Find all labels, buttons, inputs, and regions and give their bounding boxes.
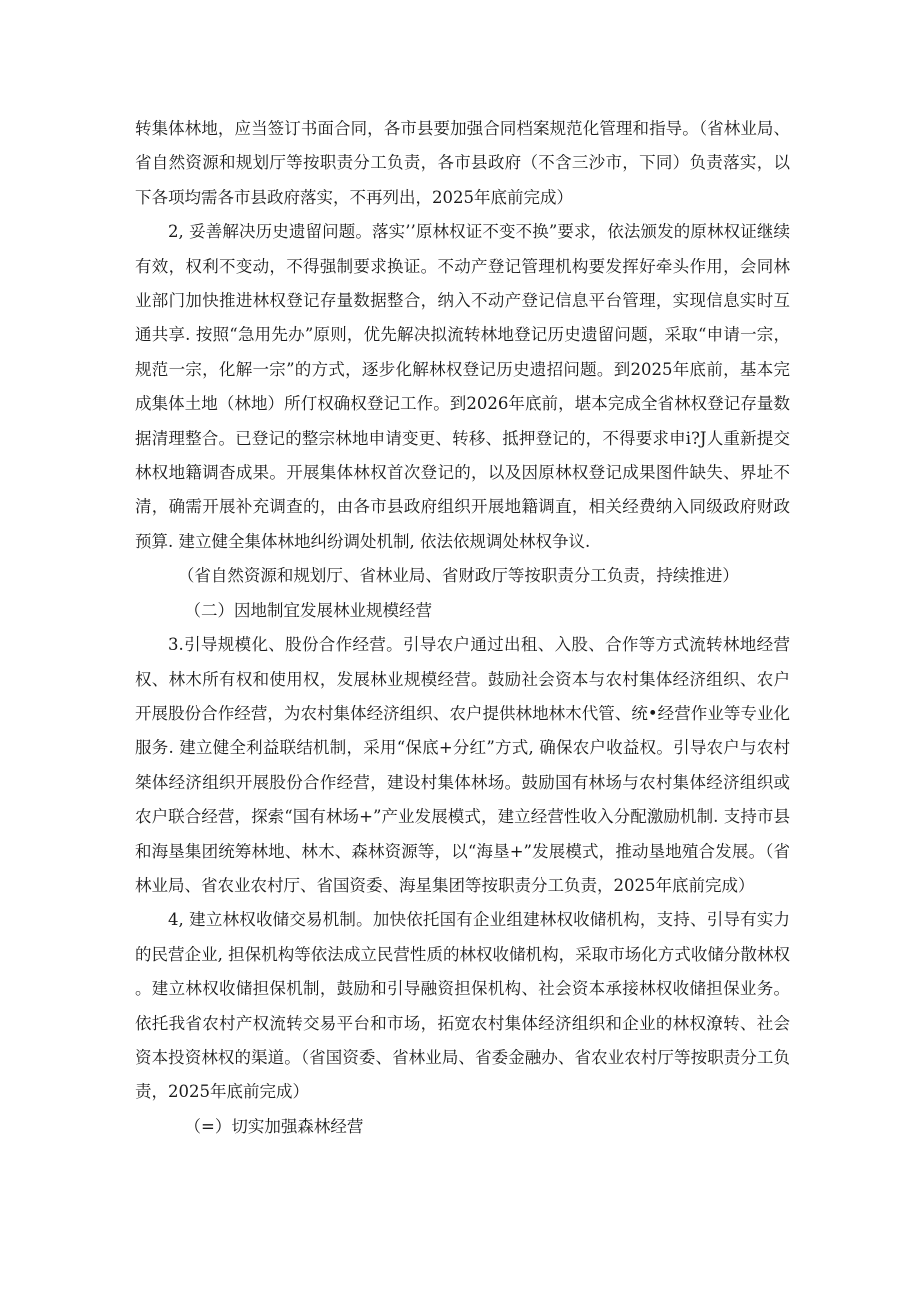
section-heading-2: （二）因地制宜发展林业规模经营 (184, 600, 432, 620)
paragraph-item-4: 4, 建立林权收储交易机制。加快依托国有企业组建林权收储机构，支持、引导有实力的民营企业, 担保机构等依法成立民营性质的林权收储机构，采取市场化方式收储分散林权。建立林权收储担保机制，鼓励和引导融资担保机构、社会资本承接林权收储担保业务。依托我省农村产权流转交易平台和市场，拓宽农村集体经济组织和企业的林权潦转、社会资本投资林权的渠道。（省国资委、省林业局、省委金融办、省农业农村厅等按职责分工负责，2025年底前完成） (135, 910, 790, 1102)
document-body (135, 112, 790, 1144)
paragraph-responsibility-note: （省自然资源和规划厅、省林业局、省财政厅等按职责分工负责，持续推进） (177, 566, 739, 586)
paragraph-item-3: 3.引导规模化、股份合作经营。引导农户通过出租、入股、合作等方式流转林地经营权、林木所有权和使用权，发展林业规模经营。鼓励社会资本与农村集体经济组织、农户开展股份合作经营，为农村集体经济组织、农户提供林地林木代管、统•经营作业等专业化服务. 建立健全利益联结机制，采用“保底+分红”方式, 确保农户收益权。引导农户与农村桀体经济组织开展股份合作经营，建设村集体林场。鼓励国有林场与农村集体经济组织或农户联合经营，探索“国有林场+”产业发展模式，建立经营性收入分配激励机制. 支持市县和海垦集团统筹林地、林木、森林资源等，以“海垦+”发展模式，推动垦地殖合发展。（省林业局、省农业农村厅、省国资委、海星集团等按职责分工负责，2025年底前完成） (135, 635, 790, 895)
section-heading-3: （=）切实加强森林经营 (184, 1116, 364, 1136)
paragraph-continuation: 转集体林地，应当签订书面合同，各市县要加强合同档案规范化管理和指导。（省林业局、省自然资源和规划厅等按职责分工负责，各市县政府（不含三沙市，下同）负责落实，以下各项均需各市县政府落实，不再列出，2025年底前完成） (135, 119, 790, 207)
paragraph-item-2: 2, 妥善解决历史遗留问题。落实’’原林权证不变不换”要求，依法颁发的原林权证继续有效，权利不变动，不得强制要求换证。不动产登记管理机构要发挥好牵头作用，会同林业部门加快推进林权登记存量数据整合，纳入不动产登记信息平台管理，实现信息实时互通共享. 按照“急用先办”原则，优先解决拟流转林地登记历史遗留问题，采取“申请一宗，规范一宗，化解一宗”的方式，逐步化解林权登记历史遗招问题。到2025年底前，基本完成集体土地（林地）所仃权确权登记工作。到2026年底前，堪本完成全省林权登记存量数据清理整合。已登记的整宗林地申请变更、转移、抵押登记的，不得要求申i?J人重新提交林权地籍调杳成果。开展集体林权首次登记的，以及因原林权登记成果图件缺失、界址不清，确需开展补充调查的，由各市县政府组织开展地籍调直，相关经费纳入同级政府财政预算. 建立健全集体林地纠纷调处机制, 依法依规调处林权争议. (135, 222, 790, 551)
